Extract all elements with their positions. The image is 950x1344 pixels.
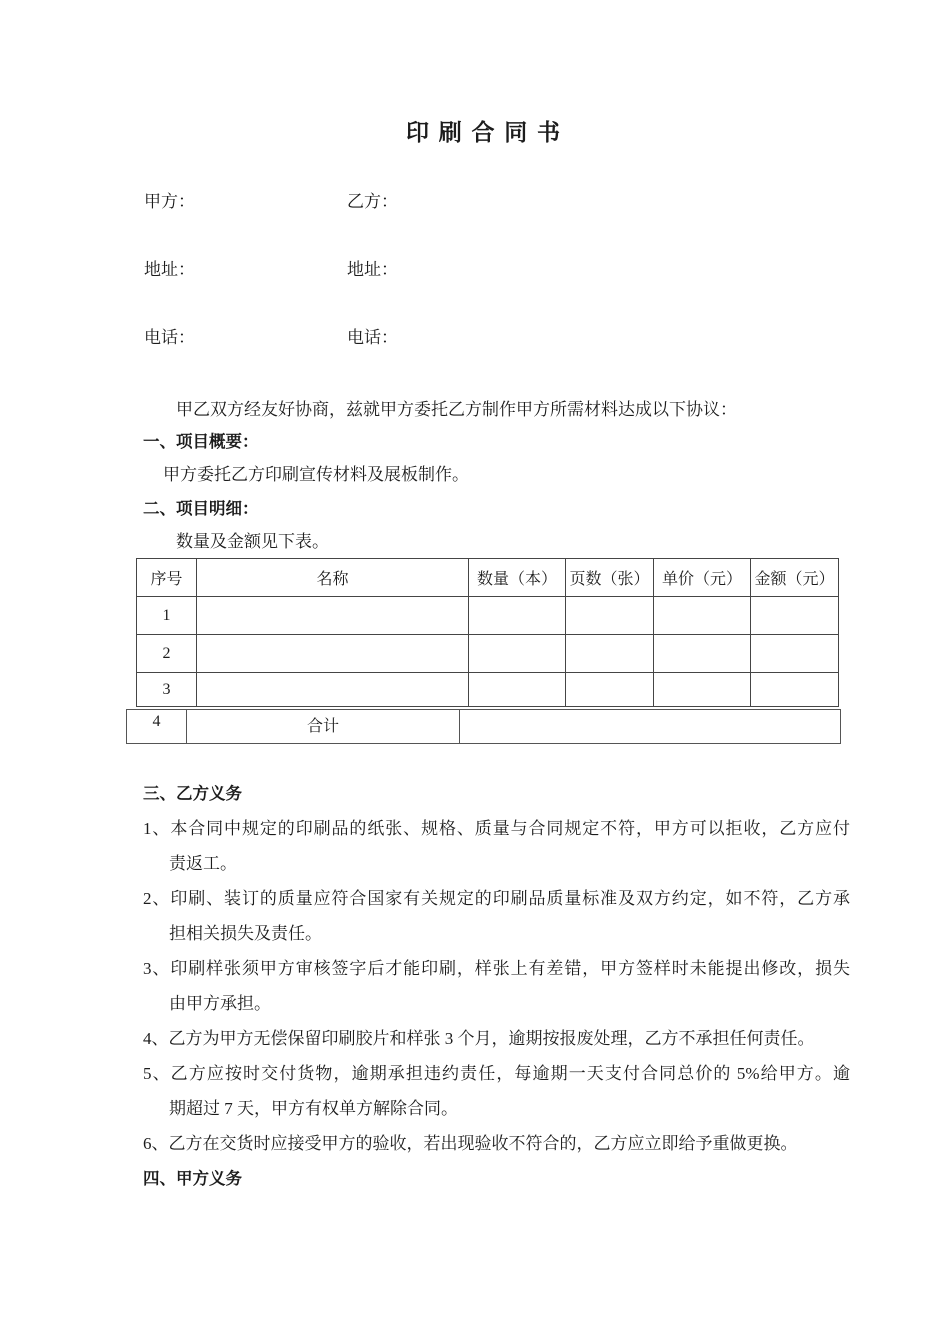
obligation-line-3b: 由甲方承担。: [169, 994, 271, 1013]
obligation-line-3a: 3、印刷样张须甲方审核签字后才能印刷，样张上有差错，甲方签样时未能提出修改，损失: [143, 959, 850, 978]
cell-unit-price: [654, 673, 751, 707]
cell-unit-price: [654, 597, 751, 635]
header-pages: 页数（张）: [566, 559, 654, 597]
obligation-line-2b: 担相关损失及责任。: [169, 924, 322, 943]
party-b-phone-label: 电话：: [347, 328, 398, 347]
total-row-table: [126, 709, 841, 744]
obligation-line-1a: 1、本合同中规定的印刷品的纸张、规格、质量与合同规定不符，甲方可以拒收，乙方应付: [143, 819, 850, 838]
cell-pages: [566, 673, 654, 707]
intro-paragraph: 甲乙双方经友好协商，兹就甲方委托乙方制作甲方所需材料达成以下协议：: [176, 400, 737, 419]
header-name: 名称: [197, 559, 469, 597]
obligation-line-5b: 期超过 7 天，甲方有权单方解除合同。: [169, 1099, 458, 1118]
cell-amount: [751, 673, 839, 707]
cell-pages: [566, 635, 654, 673]
header-unit-price: 单价（元）: [654, 559, 751, 597]
cell-amount: [751, 597, 839, 635]
cell-serial: 1: [137, 597, 197, 635]
party-a-phone-label: 电话：: [144, 328, 195, 347]
obligation-line-4: 4、乙方为甲方无偿保留印刷胶片和样张 3 个月，逾期按报废处理，乙方不承担任何责任。: [143, 1029, 815, 1048]
section1-body: 甲方委托乙方印刷宣传材料及展板制作。: [163, 465, 469, 484]
cell-unit-price: [654, 635, 751, 673]
cell-name: [197, 597, 469, 635]
items-table-row-2: [137, 635, 839, 673]
section1-heading: 一、项目概要：: [143, 432, 259, 451]
total-row: [127, 710, 841, 744]
items-table-row-1: [137, 597, 839, 635]
header-amount: 金额（元）: [751, 559, 839, 597]
obligation-line-1b: 责返工。: [169, 854, 237, 873]
party-a-label: 甲方：: [144, 192, 195, 211]
obligations-section: [143, 776, 850, 1196]
items-table-row-3: [137, 673, 839, 707]
obligation-line-6: 6、乙方在交货时应接受甲方的验收，若出现验收不符合的，乙方应立即给予重做更换。: [143, 1134, 798, 1153]
section2-heading: 二、项目明细：: [143, 499, 259, 518]
items-table: [136, 558, 839, 707]
cell-amount: [751, 635, 839, 673]
header-serial: 序号: [137, 559, 197, 597]
cell-quantity: [469, 597, 566, 635]
party-a-address-label: 地址：: [144, 260, 195, 279]
section3-heading: 三、乙方义务: [143, 784, 242, 803]
obligation-line-2a: 2、印刷、装订的质量应符合国家有关规定的印刷品质量标准及双方约定，如不符，乙方承: [143, 889, 850, 908]
party-b-address-label: 地址：: [347, 260, 398, 279]
cell-total-serial: 4: [127, 710, 187, 744]
obligation-line-5a: 5、乙方应按时交付货物，逾期承担违约责任，每逾期一天支付合同总价的 5%给甲方。逾: [143, 1064, 850, 1083]
section4-heading: 四、甲方义务: [143, 1169, 242, 1188]
cell-quantity: [469, 635, 566, 673]
cell-quantity: [469, 673, 566, 707]
cell-total-label: 合计: [187, 710, 460, 744]
cell-total-value: [460, 710, 841, 744]
cell-name: [197, 673, 469, 707]
cell-name: [197, 635, 469, 673]
cell-serial: 3: [137, 673, 197, 707]
cell-pages: [566, 597, 654, 635]
section2-body: 数量及金额见下表。: [176, 532, 329, 551]
items-table-header-row: [137, 559, 839, 597]
header-quantity: 数量（本）: [469, 559, 566, 597]
cell-serial: 2: [137, 635, 197, 673]
party-b-label: 乙方：: [347, 192, 398, 211]
document-title: 印 刷 合 同 书: [406, 120, 562, 145]
